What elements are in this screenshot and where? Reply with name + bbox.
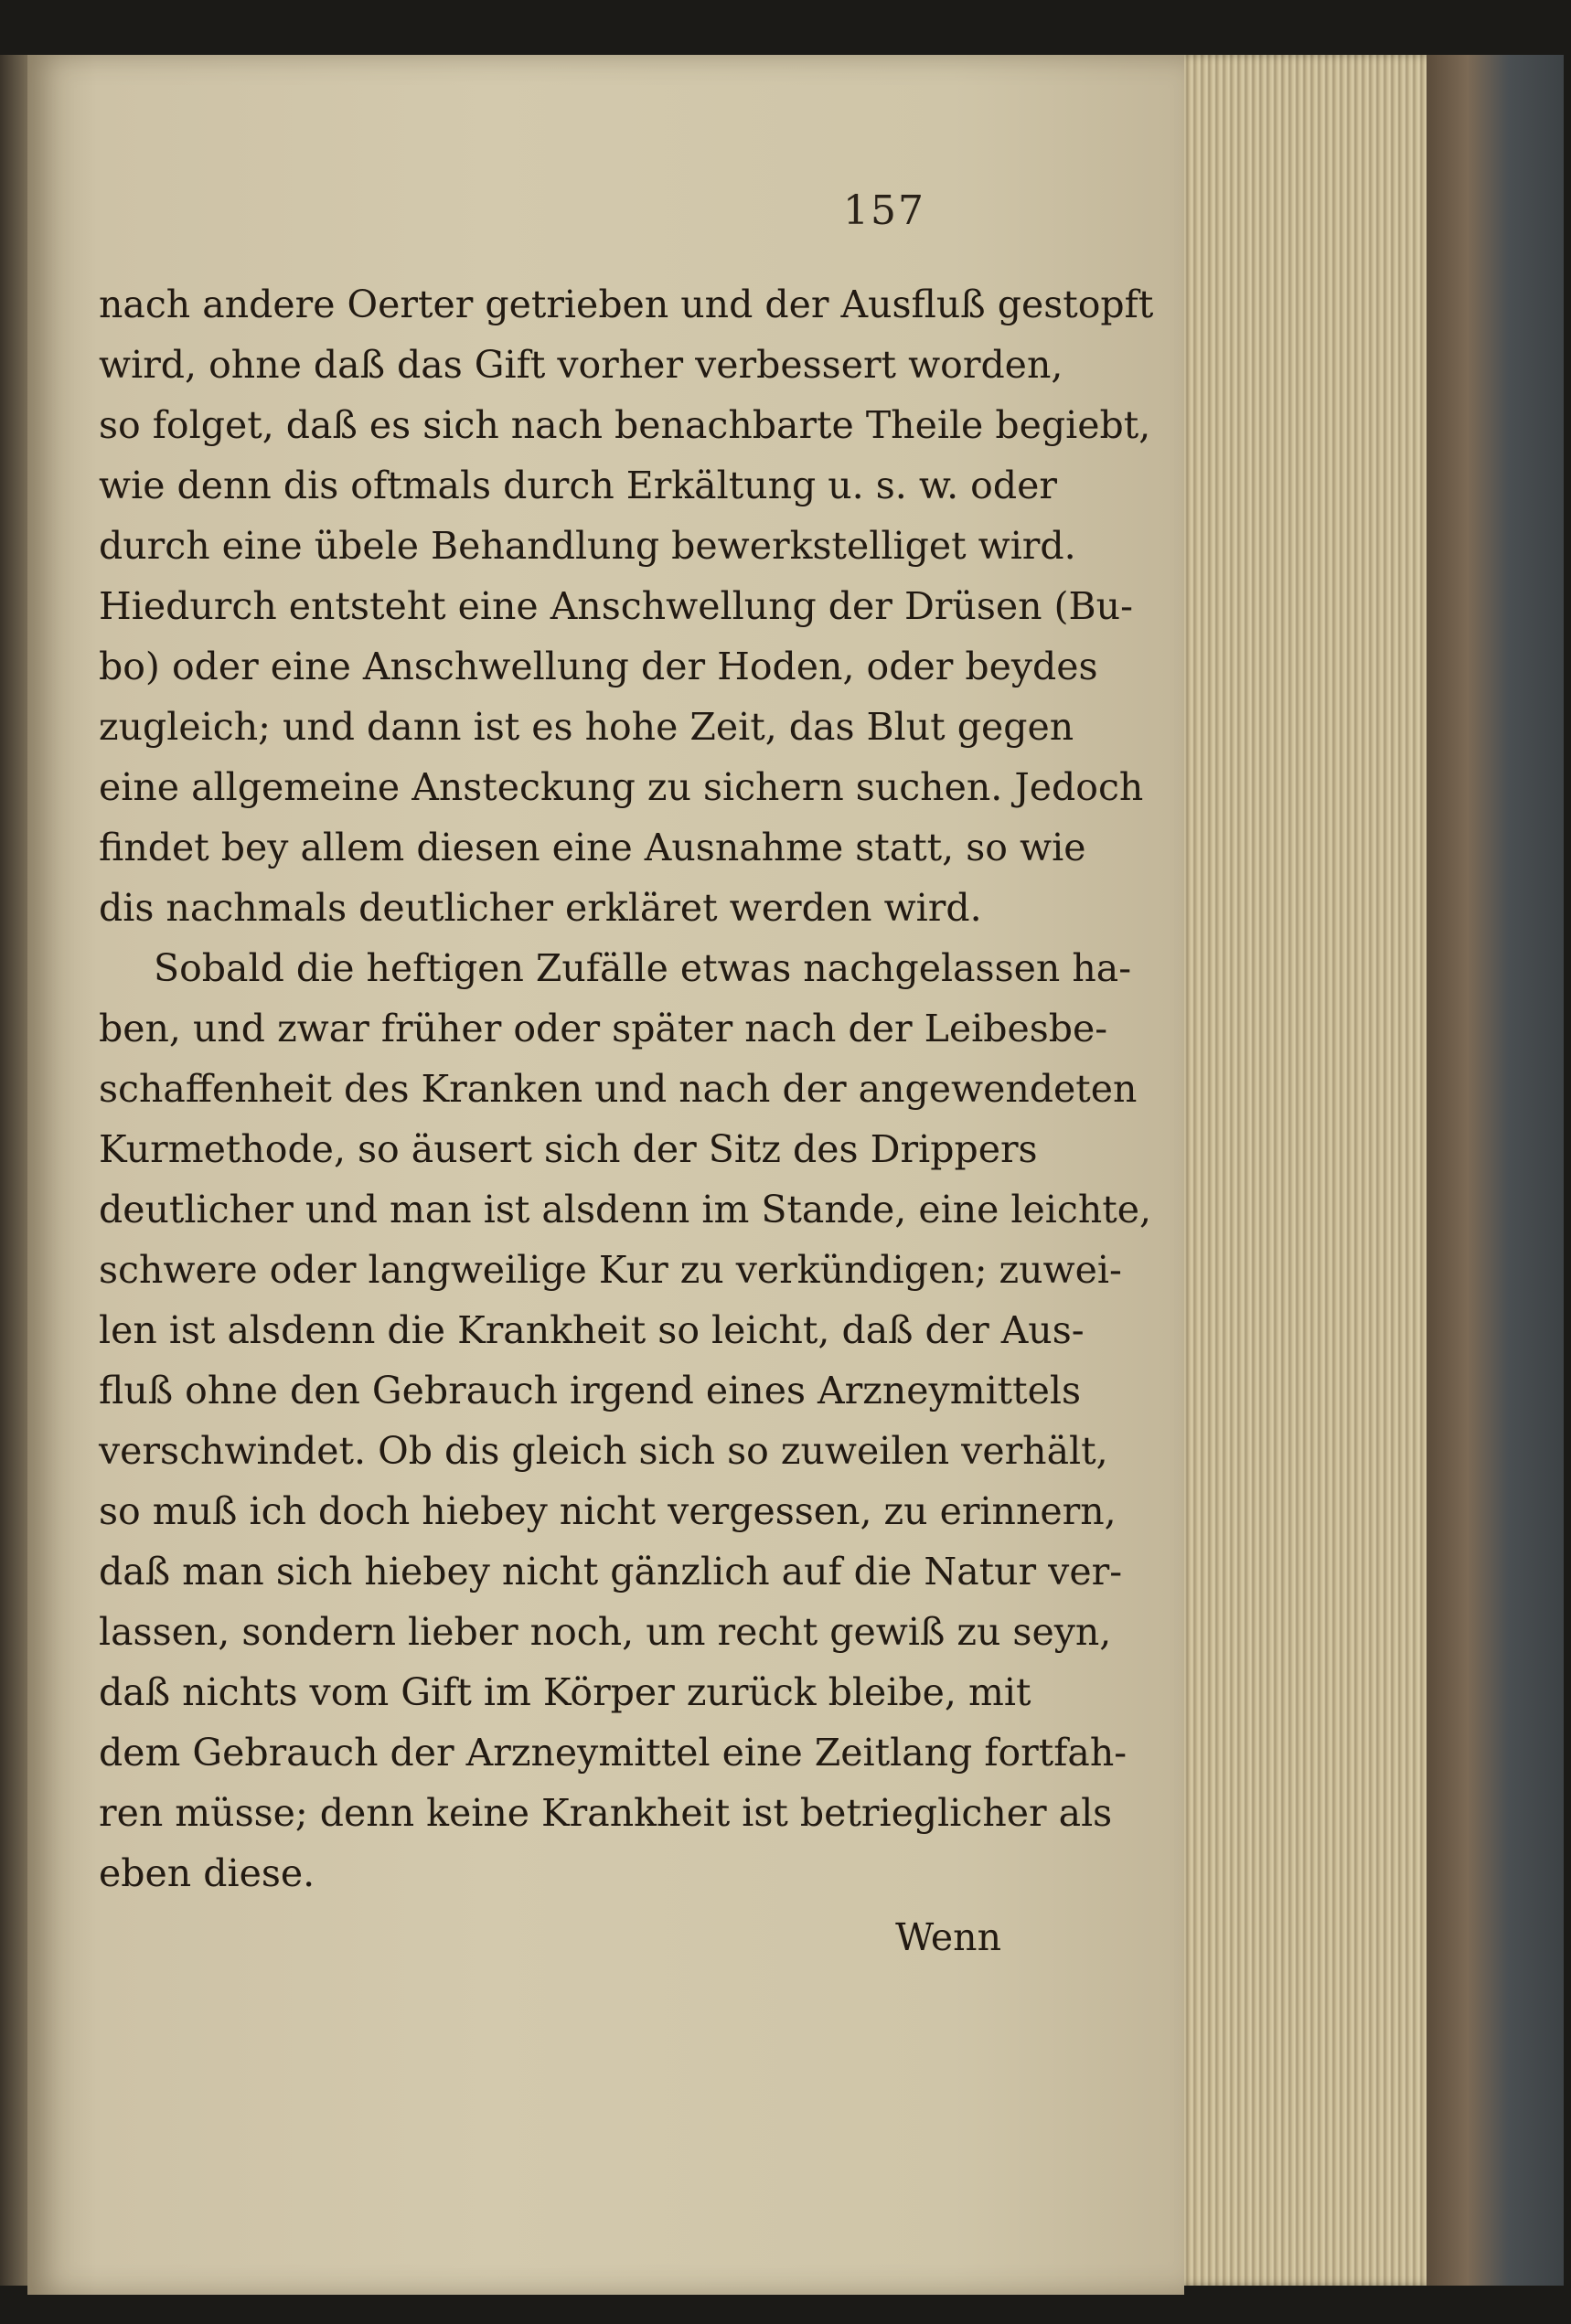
text-line: so folget, daß es sich nach benachbarte Theile begiebt,: [99, 403, 1151, 447]
text-line: ren müsse; denn keine Krankheit ist betrieglicher als: [99, 1791, 1113, 1835]
text-line: nach andere Oerter getrieben und der Ausfluß gestopft: [99, 283, 1154, 326]
text-line: ben, und zwar früher oder später nach der Leibesbe-: [99, 1007, 1108, 1050]
text-line: durch eine übele Behandlung bewerkstelliget wird.: [99, 524, 1076, 568]
text-line: schwere oder langweilige Kur zu verkündigen; zuwei-: [99, 1248, 1122, 1292]
page-text: [99, 274, 1154, 1903]
text-line: daß man sich hiebey nicht gänzlich auf die Natur ver-: [99, 1550, 1123, 1594]
text-line: dis nachmals deutlicher erkläret werden wird.: [99, 886, 982, 930]
book-cover-right: [1427, 55, 1564, 2286]
page-edges: [1175, 55, 1440, 2286]
text-line: fluß ohne den Gebrauch irgend eines Arzneymittels: [99, 1369, 1082, 1413]
text-line: len ist alsdenn die Krankheit so leicht, daß der Aus-: [99, 1308, 1085, 1352]
text-line: Sobald die heftigen Zufälle etwas nachgelassen ha-: [154, 946, 1132, 990]
text-line: zugleich; und dann ist es hohe Zeit, das Blut gegen: [99, 705, 1074, 749]
text-line: eben diese.: [99, 1851, 315, 1895]
text-line: eine allgemeine Ansteckung zu sichern suchen. Jedoch: [99, 765, 1144, 809]
text-line: lassen, sondern lieber noch, um recht gewiß zu seyn,: [99, 1610, 1112, 1654]
text-line: wie denn dis oftmals durch Erkältung u. s. w. oder: [99, 464, 1057, 507]
text-line: verschwindet. Ob dis gleich sich so zuweilen verhält,: [99, 1429, 1108, 1473]
text-line: so muß ich doch hiebey nicht vergessen, zu erinnern,: [99, 1489, 1117, 1533]
text-line: Kurmethode, so äusert sich der Sitz des Drippers: [99, 1127, 1038, 1171]
text-line: wird, ohne daß das Gift vorher verbessert worden,: [99, 343, 1063, 387]
page-number: 157: [843, 187, 925, 234]
text-line: bo) oder eine Anschwellung der Hoden, oder beydes: [99, 645, 1098, 688]
text-line: schaffenheit des Kranken und nach der angewendeten: [99, 1067, 1138, 1111]
catchword: Wenn: [895, 1915, 1001, 1959]
text-line: findet bey allem diesen eine Ausnahme statt, so wie: [99, 826, 1086, 869]
text-line: dem Gebrauch der Arzneymittel eine Zeitlang fortfah-: [99, 1731, 1127, 1775]
text-line: daß nichts vom Gift im Körper zurück bleibe, mit: [99, 1670, 1031, 1714]
text-line: deutlicher und man ist alsdenn im Stande, eine leichte,: [99, 1188, 1152, 1231]
text-line: Hiedurch entsteht eine Anschwellung der Drüsen (Bu-: [99, 584, 1133, 628]
